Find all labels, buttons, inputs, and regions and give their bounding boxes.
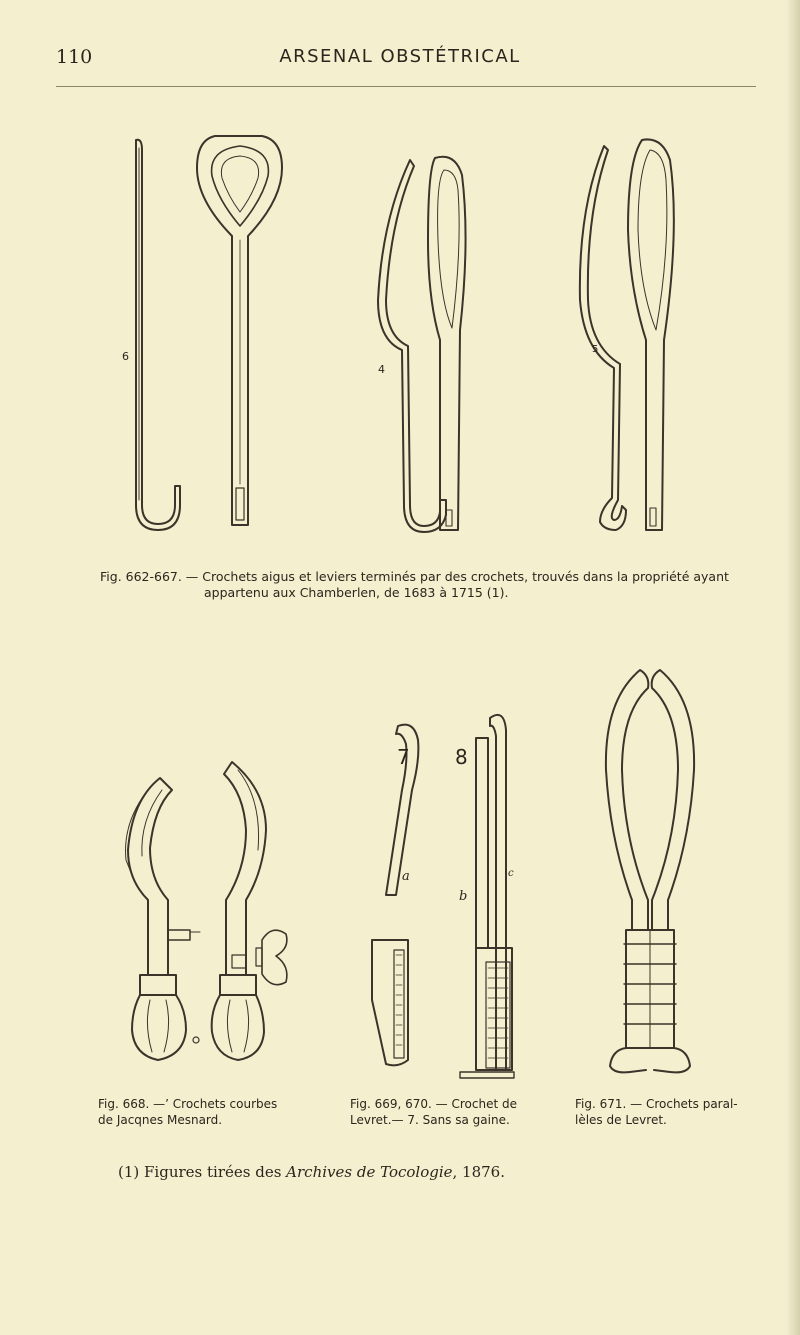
fig-label-4: 4: [378, 363, 385, 376]
footnote: [118, 1163, 505, 1181]
caption-fig-669-line2: Levret.— 7. Sans sa gaine.: [350, 1113, 510, 1127]
caption-fig-668-line1: Fig. 668. —’ Crochets courbes: [98, 1097, 278, 1111]
footnote-prefix: (1) Figures tirées des: [118, 1163, 287, 1181]
fig-label-8: 8: [455, 745, 468, 769]
caption-fig-671-line2: lèles de Levret.: [575, 1113, 667, 1127]
page-number: 110: [56, 46, 93, 68]
lever-looped-illustration: [197, 136, 282, 525]
caption-fig-662-line1: Fig. 662-667. — Crochets aigus et leviers terminés par des crochets, trouvés dans la propriété ayant: [100, 569, 729, 584]
fig-label-5: 5: [592, 344, 599, 355]
fig-label-a: a: [402, 869, 410, 884]
caption-fig-668-line2: de Jacqnes Mesnard.: [98, 1113, 223, 1127]
footnote-source: Archives de Tocologie: [286, 1163, 453, 1181]
fig-label-7: 7: [397, 745, 410, 769]
mesnard-hook-left-illustration: [126, 778, 200, 1060]
footnote-suffix: , 1876.: [452, 1163, 505, 1181]
hook-4-illustration: [378, 157, 466, 532]
fig-label-6: 6: [122, 350, 129, 363]
caption-fig-671: [575, 1096, 775, 1128]
caption-fig-669-670: [350, 1096, 550, 1128]
fig-label-b: b: [459, 889, 468, 904]
levret-hook-8-illustration: [455, 715, 514, 1078]
caption-fig-671-line1: Fig. 671. — Crochets paral-: [575, 1097, 738, 1111]
hook-6-illustration: [122, 140, 180, 530]
running-title: ARSENAL OBSTÉTRICAL: [279, 46, 521, 67]
caption-fig-668: [98, 1096, 308, 1128]
mesnard-hook-right-illustration: [193, 762, 287, 1060]
hook-5-illustration: [580, 139, 674, 530]
fig-label-c: c: [508, 868, 514, 879]
levret-parallel-hooks-illustration: [606, 670, 694, 1072]
levret-hook-7-illustration: [372, 725, 418, 1066]
caption-fig-669-line1: Fig. 669, 670. — Crochet de: [350, 1097, 517, 1111]
caption-fig-662-667: [100, 569, 730, 601]
caption-fig-662-line2: appartenu aux Chamberlen, de 1683 à 1715 (1).: [204, 585, 509, 600]
